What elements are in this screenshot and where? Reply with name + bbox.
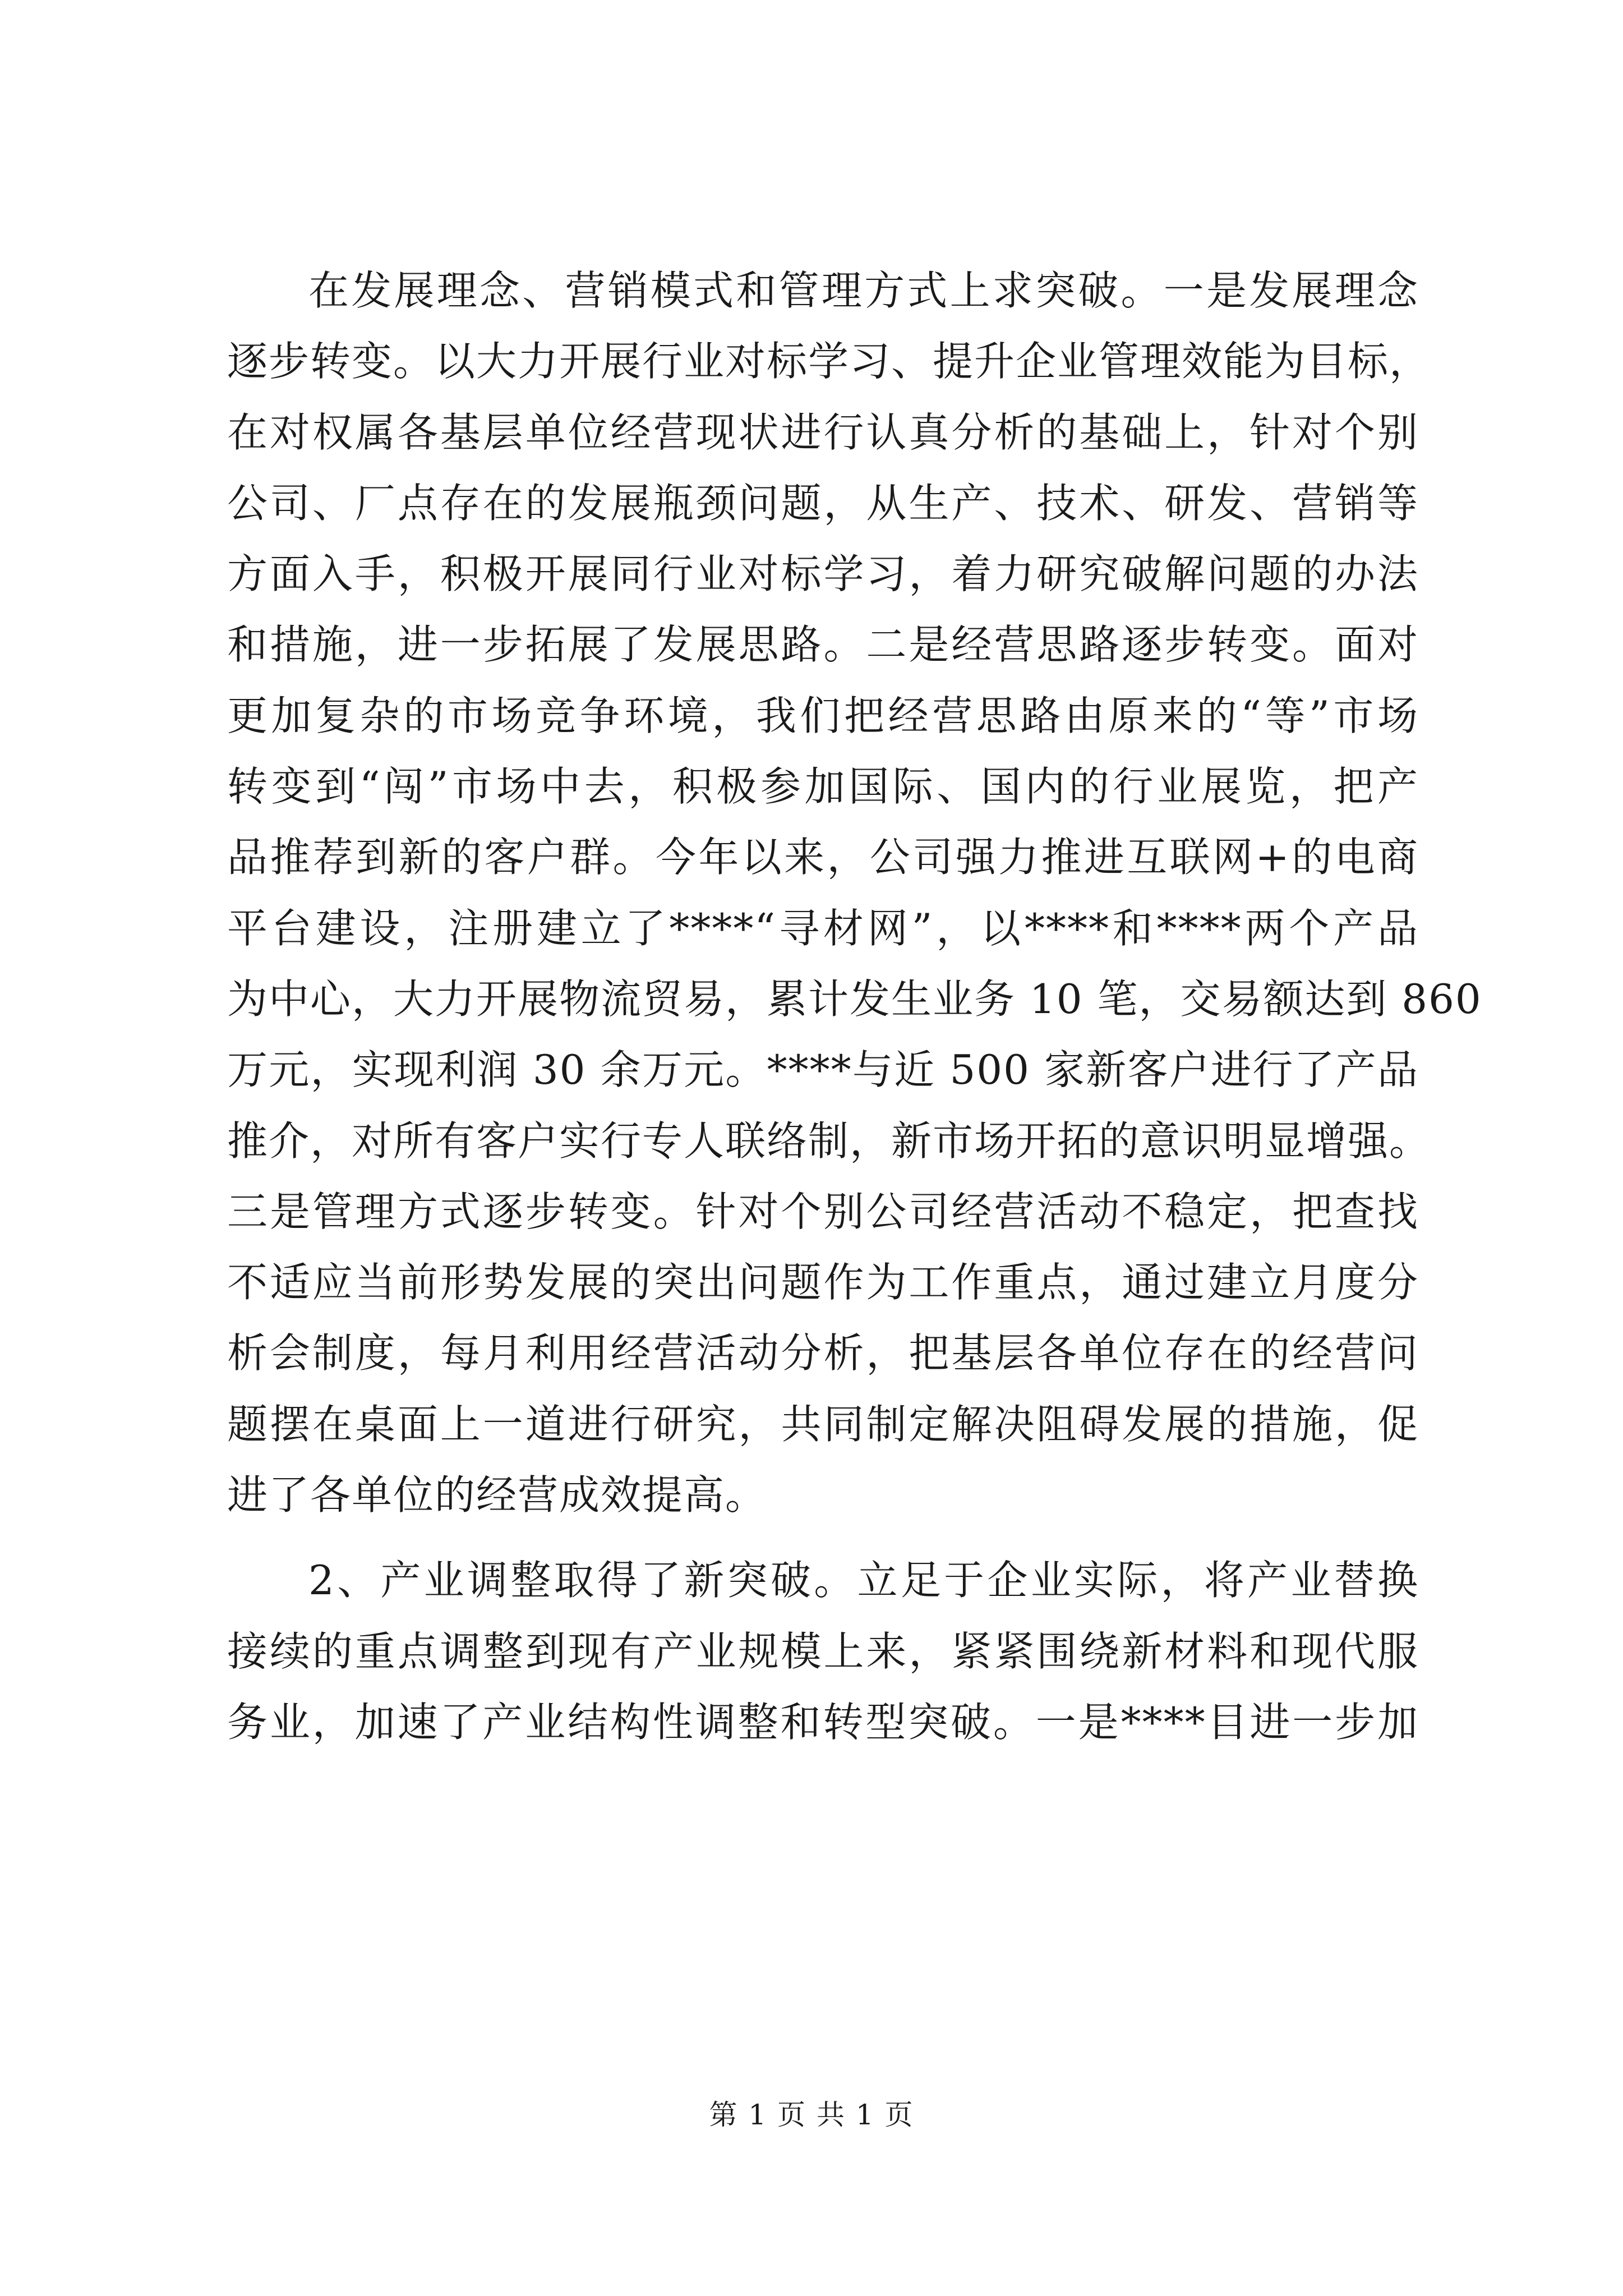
- text-line: 进了各单位的经营成效提高。: [227, 1471, 767, 1519]
- text-line: 方面入手，积极开展同行业对标学习，着力研究破解问题的办法: [227, 550, 1419, 598]
- text-line: 平台建设，注册建立了****“寻材网”，以****和****两个产品: [227, 904, 1419, 952]
- text-line: 三是管理方式逐步转变。针对个别公司经营活动不稳定，把查找: [227, 1188, 1419, 1235]
- text-line: 万元，实现利润 30 余万元。****与近 500 家新客户进行了产品: [227, 1046, 1419, 1094]
- text-line: 品推荐到新的客户群。今年以来，公司强力推进互联网+的电商: [227, 834, 1419, 881]
- paragraph-1: [227, 255, 1482, 1530]
- text-line: 务业，加速了产业结构性调整和转型突破。一是****目进一步加: [227, 1698, 1419, 1746]
- text-line: 更加复杂的市场竞争环境，我们把经营思路由原来的“等”市场: [227, 692, 1419, 739]
- text-line: 为中心，大力开展物流贸易，累计发生业务 10 笔，交易额达到 860: [227, 975, 1482, 1023]
- text-line: 不适应当前形势发展的突出问题作为工作重点，通过建立月度分: [227, 1259, 1419, 1306]
- text-line: 在发展理念、营销模式和管理方式上求突破。一是发展理念: [308, 267, 1419, 314]
- text-line: 和措施，进一步拓展了发展思路。二是经营思路逐步转变。面对: [227, 621, 1419, 669]
- paragraph-2: [227, 1545, 1419, 1757]
- text-line: 题摆在桌面上一道进行研究，共同制定解决阻碍发展的措施，促: [227, 1400, 1419, 1448]
- text-line: 在对权属各基层单位经营现状进行认真分析的基础上，针对个别: [227, 408, 1419, 456]
- paragraph-spacer: [227, 1530, 1419, 1545]
- text-line: 逐步转变。以大力开展行业对标学习、提升企业管理效能为目标，: [227, 338, 1431, 385]
- text-line: 2、产业调整取得了新突破。立足于企业实际，将产业替换: [308, 1557, 1419, 1604]
- page-footer: 第 1 页 共 1 页: [709, 2099, 914, 2131]
- text-line: 转变到“闯”市场中去，积极参加国际、国内的行业展览，把产: [227, 763, 1419, 811]
- text-line: 推介，对所有客户实行专人联络制，新市场开拓的意识明显增强。: [227, 1117, 1431, 1165]
- text-line: 析会制度，每月利用经营活动分析，把基层各单位存在的经营问: [227, 1329, 1419, 1377]
- text-line: 接续的重点调整到现有产业规模上来，紧紧围绕新材料和现代服: [227, 1627, 1419, 1675]
- text-line: 公司、厂点存在的发展瓶颈问题，从生产、技术、研发、营销等: [227, 479, 1419, 527]
- document-body: [227, 255, 1482, 1757]
